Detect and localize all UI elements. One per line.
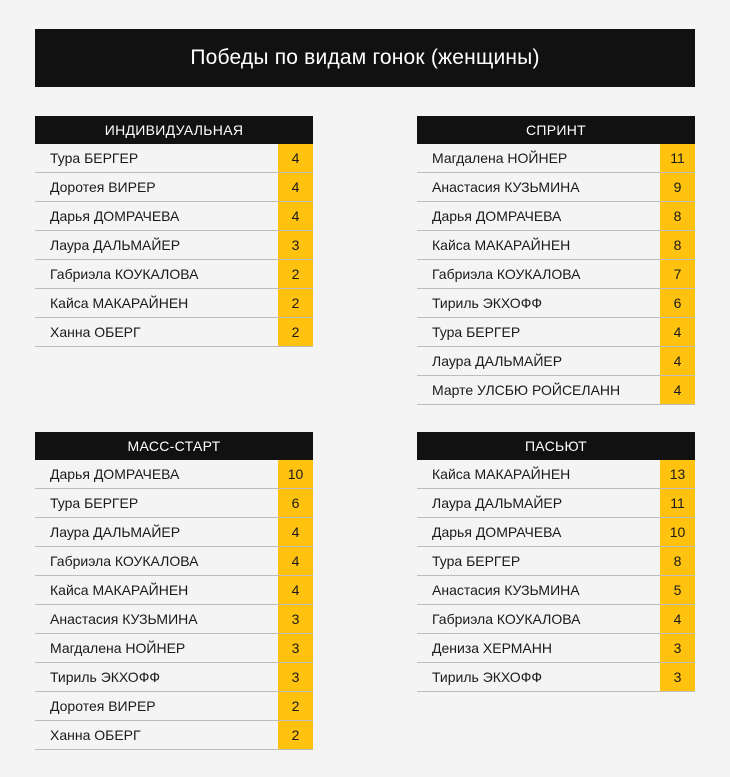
wins-count: 4 (278, 576, 313, 604)
athlete-name: Ханна ОБЕРГ (50, 727, 141, 743)
athlete-name: Тириль ЭКХОФФ (50, 669, 160, 685)
wins-count: 2 (278, 692, 313, 720)
wins-count: 8 (660, 547, 695, 575)
athlete-name: Марте УЛСБЮ РОЙСЕЛАНН (432, 382, 621, 398)
athlete-name: Дарья ДОМРАЧЕВА (432, 208, 562, 224)
wins-count: 6 (278, 489, 313, 517)
table-row (417, 460, 695, 489)
table-pursuit (417, 432, 695, 692)
athlete-name: Тура БЕРГЕР (50, 150, 139, 166)
table-row (35, 547, 313, 576)
wins-count: 10 (278, 460, 313, 488)
athlete-name: Лаура ДАЛЬМАЙЕР (432, 495, 563, 511)
table-row (417, 376, 695, 405)
table-individual (35, 116, 313, 347)
wins-count: 7 (660, 260, 695, 288)
table-row (35, 489, 313, 518)
table-header: МАСС-СТАРТ (35, 432, 313, 460)
table-mass-start (35, 432, 313, 750)
table-row (417, 663, 695, 692)
wins-count: 11 (660, 489, 695, 517)
table-row (417, 231, 695, 260)
table-row (35, 663, 313, 692)
wins-count: 5 (660, 576, 695, 604)
table-row (417, 518, 695, 547)
wins-count: 4 (278, 202, 313, 230)
table-row (417, 173, 695, 202)
wins-count: 4 (278, 518, 313, 546)
table-row (35, 144, 313, 173)
table-header: СПРИНТ (417, 116, 695, 144)
table-row (417, 318, 695, 347)
athlete-name: Тура БЕРГЕР (432, 553, 521, 569)
wins-count: 10 (660, 518, 695, 546)
wins-count: 3 (660, 663, 695, 691)
wins-count: 2 (278, 318, 313, 346)
table-row (35, 173, 313, 202)
athlete-name: Кайса МАКАРАЙНЕН (432, 466, 571, 482)
athlete-name: Ханна ОБЕРГ (50, 324, 141, 340)
athlete-name: Кайса МАКАРАЙНЕН (432, 237, 571, 253)
athlete-name: Доротея ВИРЕР (50, 179, 156, 195)
wins-count: 9 (660, 173, 695, 201)
wins-count: 13 (660, 460, 695, 488)
table-sprint (417, 116, 695, 405)
table-row (35, 518, 313, 547)
wins-count: 3 (278, 231, 313, 259)
athlete-name: Дарья ДОМРАЧЕВА (432, 524, 562, 540)
wins-count: 4 (278, 144, 313, 172)
athlete-name: Габриэла КОУКАЛОВА (50, 266, 199, 282)
table-row (35, 318, 313, 347)
athlete-name: Кайса МАКАРАЙНЕН (50, 295, 189, 311)
page-title: Победы по видам гонок (женщины) (35, 29, 695, 87)
athlete-name: Доротея ВИРЕР (50, 698, 156, 714)
athlete-name: Дарья ДОМРАЧЕВА (50, 208, 180, 224)
wins-count: 6 (660, 289, 695, 317)
athlete-name: Магдалена НОЙНЕР (432, 150, 568, 166)
table-row (417, 289, 695, 318)
athlete-name: Тура БЕРГЕР (432, 324, 521, 340)
athlete-name: Анастасия КУЗЬМИНА (432, 179, 580, 195)
table-header: ИНДИВИДУАЛЬНАЯ (35, 116, 313, 144)
athlete-name: Магдалена НОЙНЕР (50, 640, 186, 656)
table-row (35, 202, 313, 231)
table-row (35, 576, 313, 605)
athlete-name: Лаура ДАЛЬМАЙЕР (432, 353, 563, 369)
wins-count: 4 (660, 376, 695, 404)
table-row (35, 692, 313, 721)
table-row (35, 721, 313, 750)
wins-count: 8 (660, 231, 695, 259)
wins-count: 8 (660, 202, 695, 230)
wins-count: 4 (660, 605, 695, 633)
athlete-name: Тура БЕРГЕР (50, 495, 139, 511)
table-row (35, 231, 313, 260)
wins-count: 2 (278, 721, 313, 749)
table-row (417, 347, 695, 376)
table-row (35, 260, 313, 289)
table-header: ПАСЬЮТ (417, 432, 695, 460)
table-row (35, 634, 313, 663)
table-row (417, 202, 695, 231)
wins-count: 2 (278, 260, 313, 288)
table-row (417, 576, 695, 605)
wins-count: 4 (278, 547, 313, 575)
athlete-name: Тириль ЭКХОФФ (432, 295, 542, 311)
wins-count: 11 (660, 144, 695, 172)
athlete-name: Дарья ДОМРАЧЕВА (50, 466, 180, 482)
athlete-name: Лаура ДАЛЬМАЙЕР (50, 237, 181, 253)
table-row (417, 260, 695, 289)
wins-count: 3 (278, 634, 313, 662)
wins-count: 3 (278, 663, 313, 691)
table-row (35, 605, 313, 634)
table-row (417, 634, 695, 663)
table-row (417, 144, 695, 173)
athlete-name: Габриэла КОУКАЛОВА (432, 266, 581, 282)
wins-count: 4 (278, 173, 313, 201)
athlete-name: Габриэла КОУКАЛОВА (432, 611, 581, 627)
wins-count: 4 (660, 347, 695, 375)
athlete-name: Анастасия КУЗЬМИНА (432, 582, 580, 598)
athlete-name: Кайса МАКАРАЙНЕН (50, 582, 189, 598)
table-row (417, 489, 695, 518)
table-row (417, 605, 695, 634)
table-row (35, 460, 313, 489)
table-row (35, 289, 313, 318)
athlete-name: Лаура ДАЛЬМАЙЕР (50, 524, 181, 540)
wins-count: 4 (660, 318, 695, 346)
wins-count: 3 (278, 605, 313, 633)
wins-count: 2 (278, 289, 313, 317)
athlete-name: Габриэла КОУКАЛОВА (50, 553, 199, 569)
wins-count: 3 (660, 634, 695, 662)
athlete-name: Анастасия КУЗЬМИНА (50, 611, 198, 627)
athlete-name: Тириль ЭКХОФФ (432, 669, 542, 685)
table-row (417, 547, 695, 576)
athlete-name: Дениза ХЕРМАНН (432, 640, 552, 656)
